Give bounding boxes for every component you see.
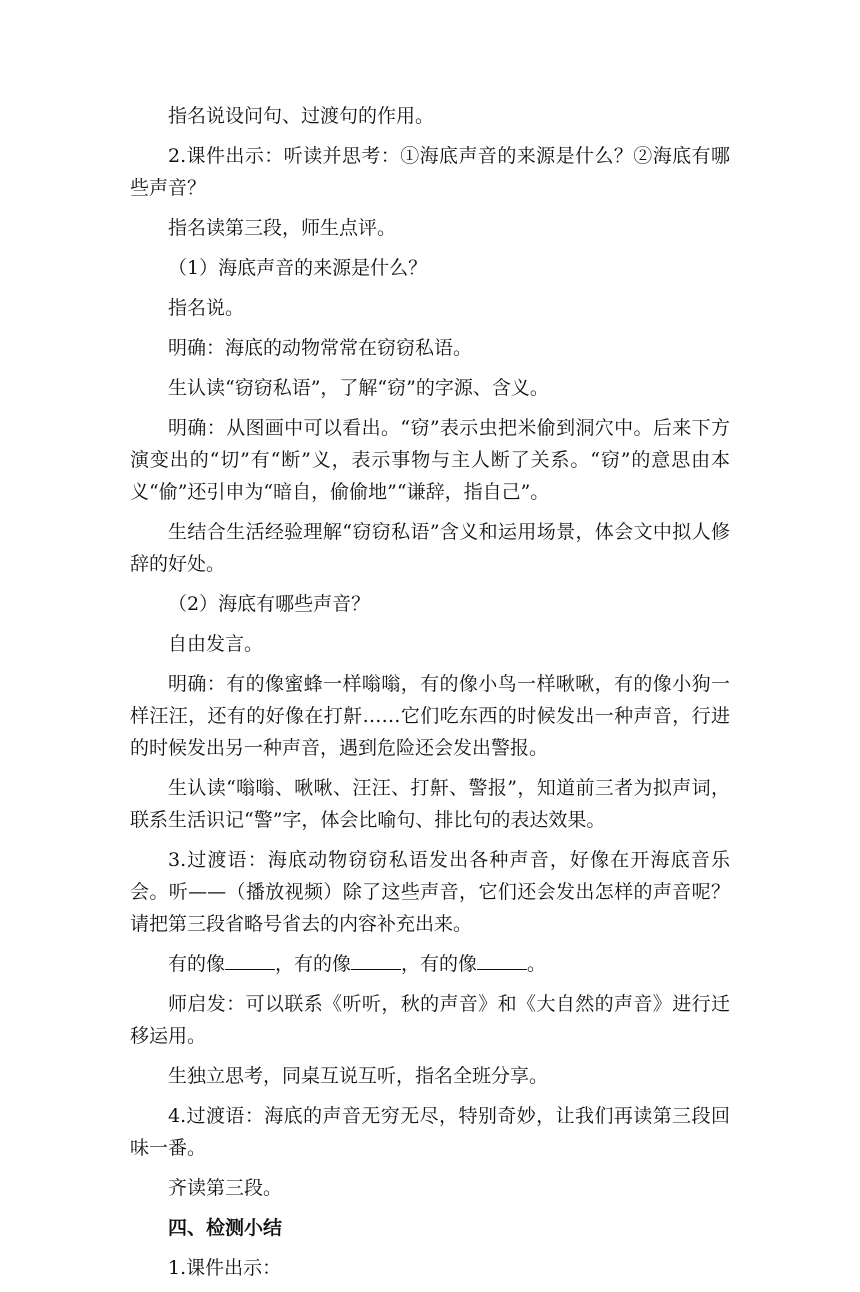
paragraph: 3.过渡语：海底动物窃窃私语发出各种声音，好像在开海底音乐会。听——（播放视频）除了这些声音，它们还会发出怎样的声音呢？请把第三段省略号省去的内容补充出来。 — [130, 849, 730, 935]
paragraph: 指名说。 — [168, 297, 245, 319]
fill-in-part: ，有的像 — [275, 953, 352, 975]
sub-question: （2）海底有哪些声音？ — [168, 593, 371, 615]
fill-in-part: 有的像 — [168, 953, 226, 975]
fill-in-blank — [225, 951, 275, 970]
fill-in-blank — [477, 951, 527, 970]
section-heading: 四、检测小结 — [168, 1217, 283, 1239]
paragraph: 生结合生活经验理解“窃窃私语”含义和运用场景，体会文中拟人修辞的好处。 — [130, 521, 730, 575]
paragraph: 生认读“窃窃私语”，了解“窃”的字源、含义。 — [168, 377, 549, 399]
fill-in-part: ，有的像 — [401, 953, 478, 975]
paragraph: 齐读第三段。 — [168, 1177, 283, 1199]
paragraph: 明确：有的像蜜蜂一样嗡嗡，有的像小鸟一样啾啾，有的像小狗一样汪汪，还有的好像在打鼾……它们吃东西的时候发出一种声音，行进的时候发出另一种声音，遇到危险还会发出警报。 — [130, 673, 730, 759]
fill-in-end: 。 — [527, 953, 547, 975]
paragraph: 明确：从图画中可以看出。“窃”表示虫把米偷到洞穴中。后来下方演变出的“切”有“断”义，表示事物与主人断了关系。“窃”的意思由本义“偷”还引申为“暗自，偷偷地”“谦辞，指自己”。 — [130, 417, 730, 503]
fill-in-sentence — [130, 948, 730, 980]
paragraph: 4.过渡语：海底的声音无穷无尽，特别奇妙，让我们再读第三段回味一番。 — [130, 1105, 730, 1159]
fill-in-blank — [351, 951, 401, 970]
paragraph: 师启发：可以联系《听听，秋的声音》和《大自然的声音》进行迁移运用。 — [130, 993, 730, 1047]
paragraph: 指名说设问句、过渡句的作用。 — [168, 105, 435, 127]
paragraph: 1.课件出示： — [168, 1257, 282, 1279]
sub-question: （1）海底声音的来源是什么？ — [168, 257, 428, 279]
paragraph: 2.课件出示：听读并思考：①海底声音的来源是什么？②海底有哪些声音？ — [130, 145, 730, 199]
paragraph: 指名读第三段，师生点评。 — [168, 217, 397, 239]
paragraph: 生独立思考，同桌互说互听，指名全班分享。 — [168, 1065, 549, 1087]
paragraph: 生认读“嗡嗡、啾啾、汪汪、打鼾、警报”，知道前三者为拟声词，联系生活识记“警”字，体会比喻句、排比句的表达效果。 — [130, 777, 730, 831]
paragraph: 自由发言。 — [168, 633, 264, 655]
paragraph: 明确：海底的动物常常在窃窃私语。 — [168, 337, 473, 359]
document-page — [130, 100, 730, 1292]
